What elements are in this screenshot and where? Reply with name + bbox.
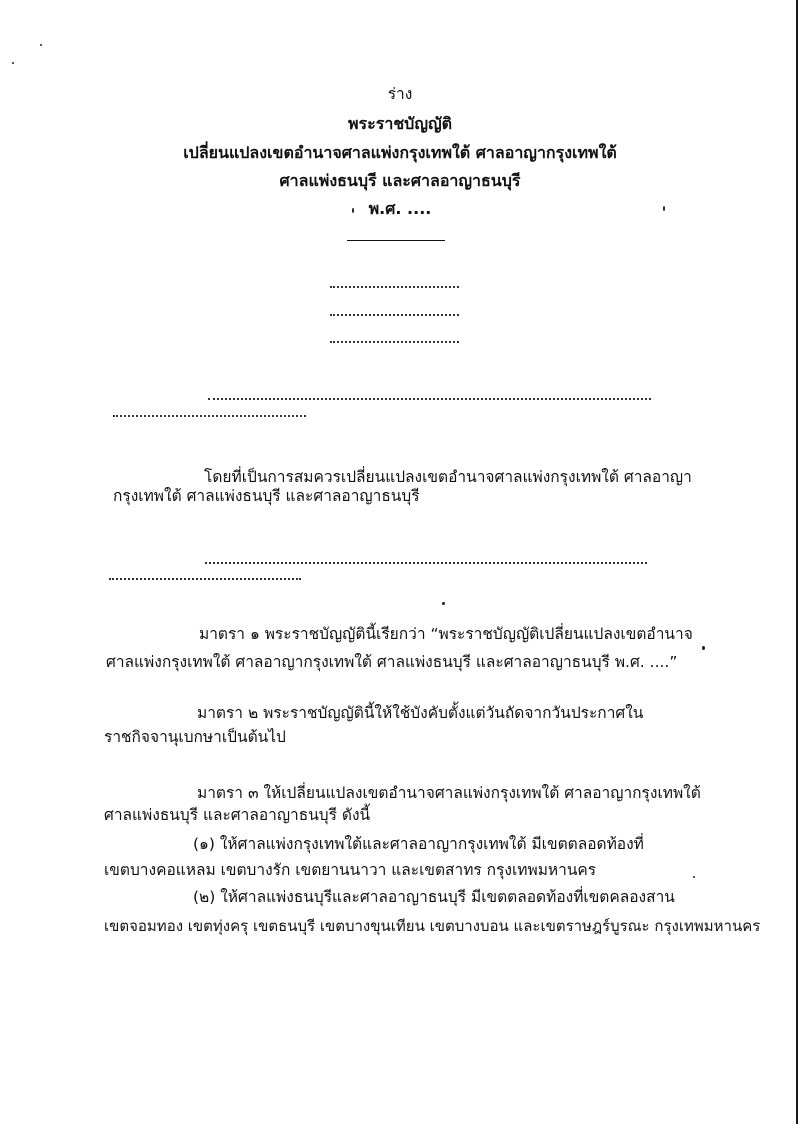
- scan-edge: [796, 0, 798, 1124]
- section3-item2-line2: เขตจอมทอง เขตทุ่งครุ เขตธนบุรี เขตบางขุนเทียน เขตบางบอน และเขตราษฎร์บูรณะ กรุงเทพมหานคร: [104, 917, 761, 935]
- preamble-line1: โดยที่เป็นการสมควรเปลี่ยนแปลงเขตอำนาจศาลแพ่งกรุงเทพใต้ ศาลอาญา: [204, 468, 692, 486]
- act-year: พ.ศ. ....: [368, 199, 432, 218]
- blank-line: [330, 341, 459, 343]
- section2-line2: ราชกิจจานุเบกษาเป็นต้นไป: [104, 728, 286, 746]
- blank-line: [208, 398, 651, 400]
- section3-line2: ศาลแพ่งธนบุรี และศาลอาญาธนบุรี ดังนี้: [104, 806, 371, 824]
- title-underline: [347, 240, 445, 241]
- blank-line: [330, 314, 459, 316]
- scan-speck: [12, 62, 14, 64]
- section3-item2-line1: (๒) ให้ศาลแพ่งธนบุรีและศาลอาญาธนบุรี มีเขตตลอดท้องที่เขตคลองสาน: [193, 888, 675, 906]
- preamble-line2: กรุงเทพใต้ ศาลแพ่งธนบุรี และศาลอาญาธนบุรี: [113, 487, 420, 505]
- section1-line2: ศาลแพ่งกรุงเทพใต้ ศาลอาญากรุงเทพใต้ ศาลแพ่งธนบุรี และศาลอาญาธนบุรี พ.ศ. ....”: [106, 653, 678, 671]
- section3-item1-line2: เขตบางคอแหลม เขตบางรัก เขตยานนาวา และเขตสาทร กรุงเทพมหานคร: [104, 861, 597, 879]
- scan-speck: [442, 602, 445, 605]
- act-title-line2: ศาลแพ่งธนบุรี และศาลอาญาธนบุรี: [279, 171, 521, 190]
- section1-line1: มาตรา ๑ พระราชบัญญัตินี้เรียกว่า “พระราชบัญญัติเปลี่ยนแปลงเขตอำนาจ: [199, 625, 693, 643]
- draft-label: ร่าง: [387, 85, 413, 103]
- blank-line: [109, 578, 301, 580]
- scan-speck: [702, 646, 705, 650]
- section3-line1: มาตรา ๓ ให้เปลี่ยนแปลงเขตอำนาจศาลแพ่งกรุงเทพใต้ ศาลอาญากรุงเทพใต้: [197, 784, 701, 802]
- blank-line: [205, 562, 647, 564]
- scan-speck: [40, 44, 42, 46]
- section3-item1-line1: (๑) ให้ศาลแพ่งกรุงเทพใต้และศาลอาญากรุงเทพใต้ มีเขตตลอดท้องที่: [193, 835, 644, 853]
- section2-line1: มาตรา ๒ พระราชบัญญัตินี้ให้ใช้บังคับตั้งแต่วันถัดจากวันประกาศใน: [197, 704, 644, 722]
- act-title-line1: เปลี่ยนแปลงเขตอำนาจศาลแพ่งกรุงเทพใต้ ศาลอาญากรุงเทพใต้: [183, 143, 617, 162]
- scan-speck: [693, 876, 695, 878]
- act-label: พระราชบัญญัติ: [348, 114, 452, 133]
- blank-line: [113, 415, 306, 417]
- blank-line: [330, 286, 459, 288]
